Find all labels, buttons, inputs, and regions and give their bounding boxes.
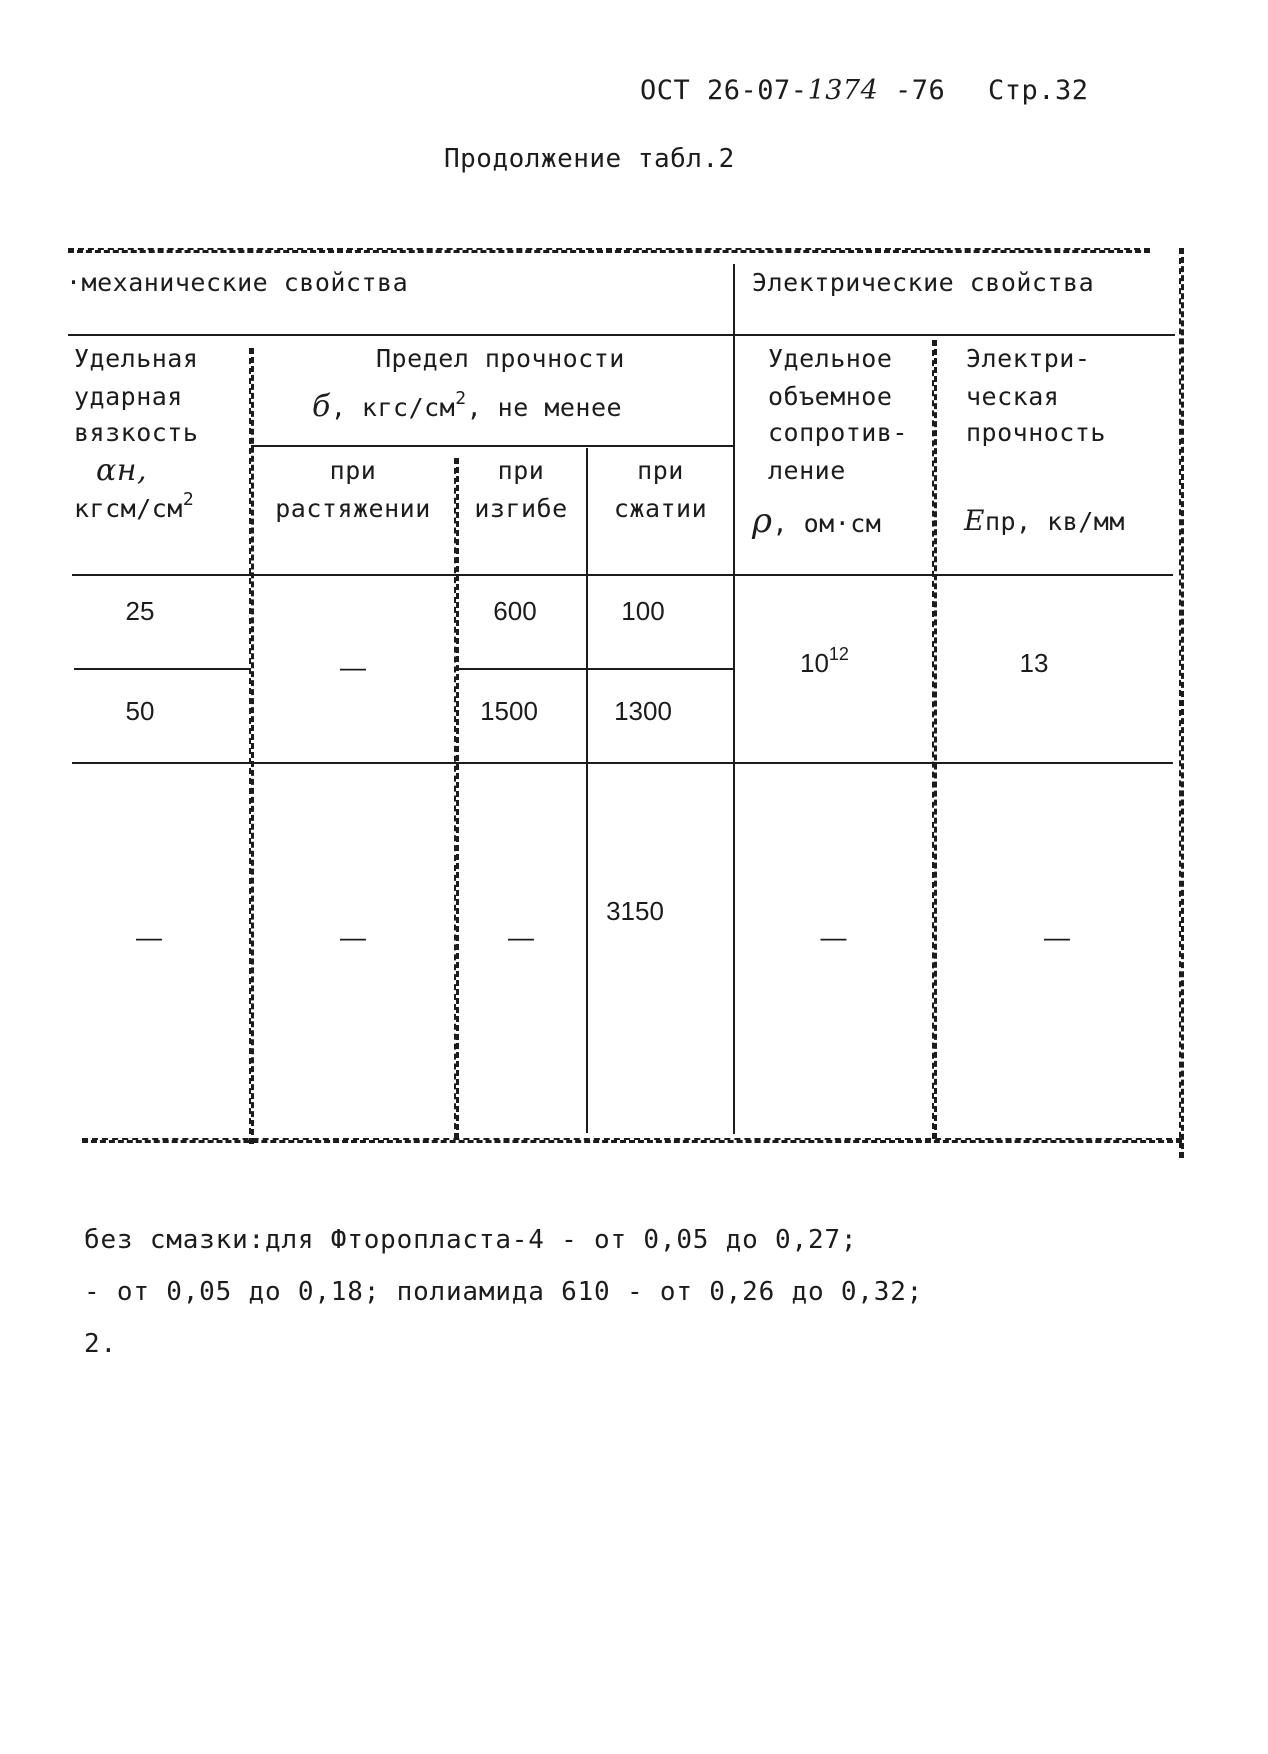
sub-bending-line1: при xyxy=(497,456,545,485)
footnote-line-2: - от 0,05 до 0,18; полиамида 610 - от 0,26 до 0,32; xyxy=(84,1277,924,1307)
col-resistivity-unit-text: , ом·см xyxy=(772,509,882,538)
resistivity-divider xyxy=(932,340,937,1139)
impact-row-split xyxy=(74,668,250,670)
rho-symbol: ρ xyxy=(752,501,773,541)
table-top-border xyxy=(68,248,1150,253)
cell-bending-600: 600 xyxy=(493,596,537,626)
doc-code-handwritten: 1374 xyxy=(807,75,879,106)
col-resistivity-unit xyxy=(752,501,882,541)
col-dielectric-line2: ческая xyxy=(966,382,1060,411)
group-header-mechanical: ·механические свойства xyxy=(66,268,409,297)
doc-code xyxy=(640,76,945,106)
group-header-electrical: Электрические свойства xyxy=(752,268,1095,297)
sub-compression-line2: сжатии xyxy=(613,494,708,523)
table-caption: Продолжение табл.2 xyxy=(444,144,735,174)
col-resistivity-line1: Удельное xyxy=(768,344,893,373)
table-bottom-border xyxy=(82,1138,1182,1143)
sub-tension-line1: при xyxy=(329,456,377,485)
col-dielectric-line3: прочность xyxy=(966,418,1106,447)
col-impact-line3: вязкость xyxy=(74,418,199,447)
footnote-line-1: без смазки:для Фторопласта-4 - от 0,05 до 0,27; xyxy=(84,1225,858,1255)
cell-dielectric-row1: 13 xyxy=(1019,648,1049,678)
col-dielectric-unit-text: пр, кв/мм xyxy=(984,507,1125,536)
col-impact-line1: Удельная xyxy=(74,344,199,373)
doc-code-prefix: ОСТ 26-07- xyxy=(640,75,808,106)
cell-bending-row2: — xyxy=(508,922,534,952)
e-symbol: Е xyxy=(964,504,985,537)
cell-resistivity-row2: — xyxy=(820,922,847,952)
sub-compression-line1: при xyxy=(637,456,684,485)
bend-comp-row-split xyxy=(455,668,733,670)
tension-divider xyxy=(454,458,459,1139)
col-impact-unit xyxy=(74,489,195,527)
cell-compression-100: 100 xyxy=(621,596,665,626)
sub-bending-line2: изгибе xyxy=(474,494,568,523)
cell-compression-1300: 1300 xyxy=(614,696,672,726)
cell-compression-3150: 3150 xyxy=(606,896,664,926)
col-impact-line2: ударная xyxy=(74,382,183,411)
col-strength-line1: Предел прочности xyxy=(376,344,625,373)
sub-tension-line2: растяжении xyxy=(275,494,431,523)
col-resistivity-line3: сопротив- xyxy=(768,418,908,447)
resistivity-exponent: 12 xyxy=(828,644,849,664)
col-impact-unit-sup: 2 xyxy=(182,489,195,510)
col-strength-unit-text: , кгс/см xyxy=(330,393,456,422)
cell-impact-25: 25 xyxy=(125,596,155,626)
col-resistivity-line4: ление xyxy=(768,456,846,485)
footnote-line-3: 2. xyxy=(84,1329,117,1359)
page-number: Стр.32 xyxy=(988,75,1089,106)
col-strength-unit-suffix: , не менее xyxy=(466,393,623,422)
col-dielectric-line1: Электри- xyxy=(966,344,1091,373)
group-divider xyxy=(733,264,735,1134)
cell-tension-row2: — xyxy=(340,922,366,952)
header-bottom-rule xyxy=(72,574,1173,576)
strength-subheader-rule xyxy=(251,445,733,447)
col-strength-unit xyxy=(312,388,623,426)
col-impact-symbol: ɑн, xyxy=(96,453,148,488)
sigma-symbol: б xyxy=(312,389,331,424)
doc-code-suffix: -76 xyxy=(878,75,946,106)
col-resistivity-line2: объемное xyxy=(768,382,893,411)
cell-bending-1500: 1500 xyxy=(480,696,538,726)
table-right-border xyxy=(1179,248,1184,1158)
group-header-rule xyxy=(68,334,1175,336)
cell-tension-row1: — xyxy=(340,652,366,682)
cell-impact-50: 50 xyxy=(125,696,155,726)
cell-dielectric-row2: — xyxy=(1044,922,1070,952)
col-strength-unit-sup: 2 xyxy=(455,388,467,409)
row1-bottom-rule xyxy=(72,762,1173,764)
cell-resistivity-row1 xyxy=(800,644,849,681)
resistivity-base: 10 xyxy=(800,648,829,678)
cell-impact-row2: — xyxy=(136,922,162,952)
col-impact-unit-text: кгсм/см xyxy=(74,494,183,523)
bending-divider xyxy=(586,448,588,1133)
col-dielectric-unit xyxy=(964,506,1125,537)
